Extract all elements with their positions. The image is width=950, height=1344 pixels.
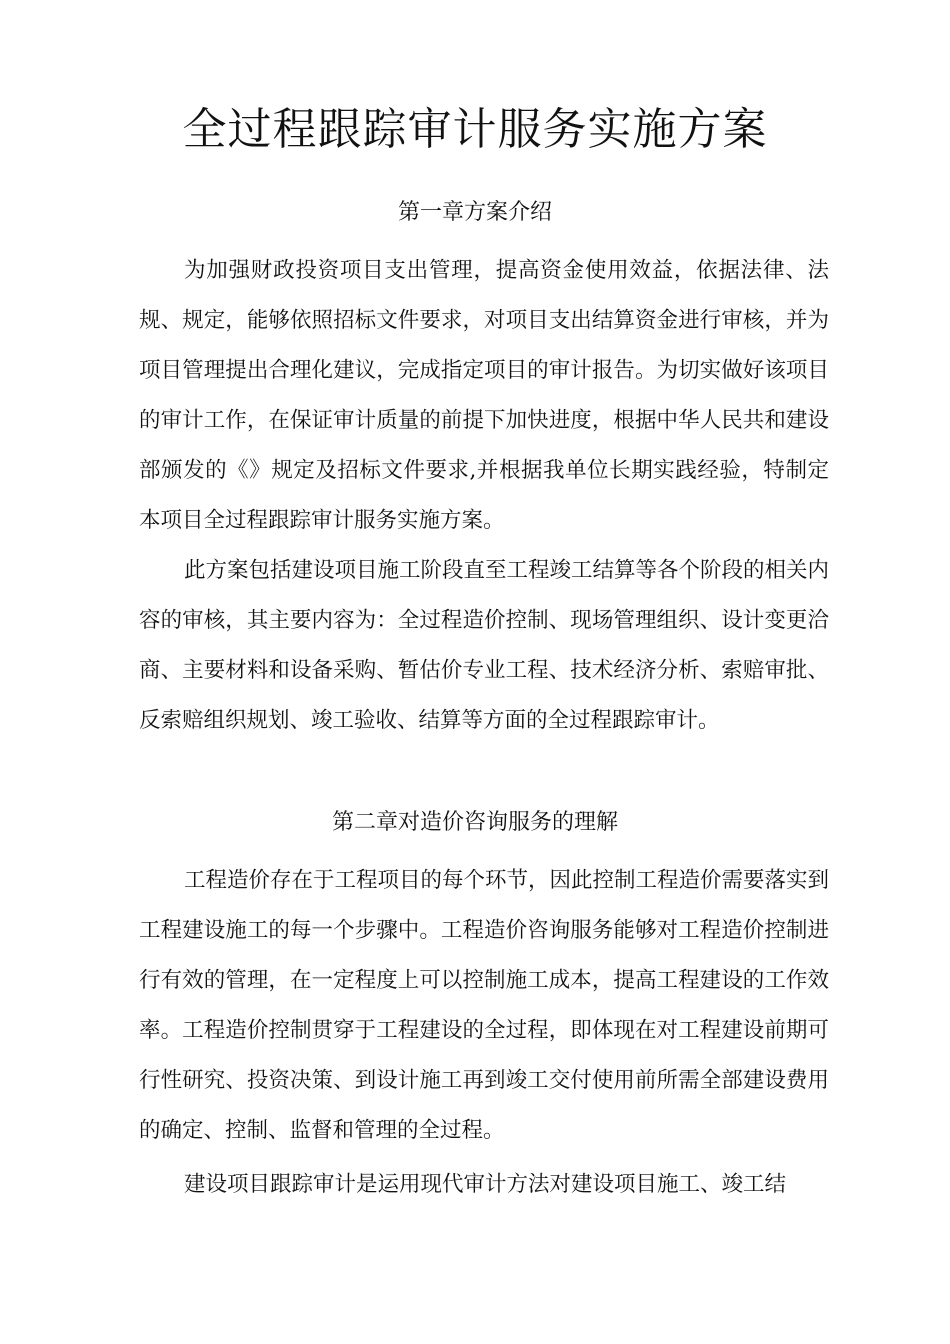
chapter-1-paragraph-1: 为加强财政投资项目支出管理，提高资金使用效益，依据法律、法规、规定，能够依照招标文件要求，对项目支出结算资金进行审核，并为项目管理提出合理化建议，完成指定项目的审计报告。为切实做好该项目的审计工作，在保证审计质量的前提下加快进度，根据中华人民共和建设部颁发的《》规定及招标文件要求,并根据我单位长期实践经验，特制定本项目全过程跟踪审计服务实施方案。 (139, 258, 829, 533)
document-title: 全过程跟踪审计服务实施方案 (182, 104, 768, 155)
chapter-1-heading: 第一章方案介绍 (397, 200, 552, 225)
chapter-2-heading: 第二章对造价咨询服务的理解 (331, 810, 618, 835)
chapter-2-paragraph-1: 工程造价存在于工程项目的每个环节，因此控制工程造价需要落实到工程建设施工的每一个步骤中。工程造价咨询服务能够对工程造价控制进行有效的管理，在一定程度上可以控制施工成本，提高工程建设的工作效率。工程造价控制贯穿于工程建设的全过程，即体现在对工程建设前期可行性研究、投资决策、到设计施工再到竣工交付使用前所需全部建设费用的确定、控制、监督和管理的全过程。 (139, 868, 830, 1143)
chapter-2-paragraph-2: 建设项目跟踪审计是运用现代审计方法对建设项目施工、竣工结 (184, 1172, 787, 1197)
chapter-1-paragraph-2: 此方案包括建设项目施工阶段直至工程竣工结算等各个阶段的相关内容的审核，其主要内容为：全过程造价控制、现场管理组织、设计变更洽商、主要材料和设备采购、暂估价专业工程、技术经济分析、索赔审批、反索赔组织规划、竣工验收、结算等方面的全过程跟踪审计。 (139, 558, 830, 733)
